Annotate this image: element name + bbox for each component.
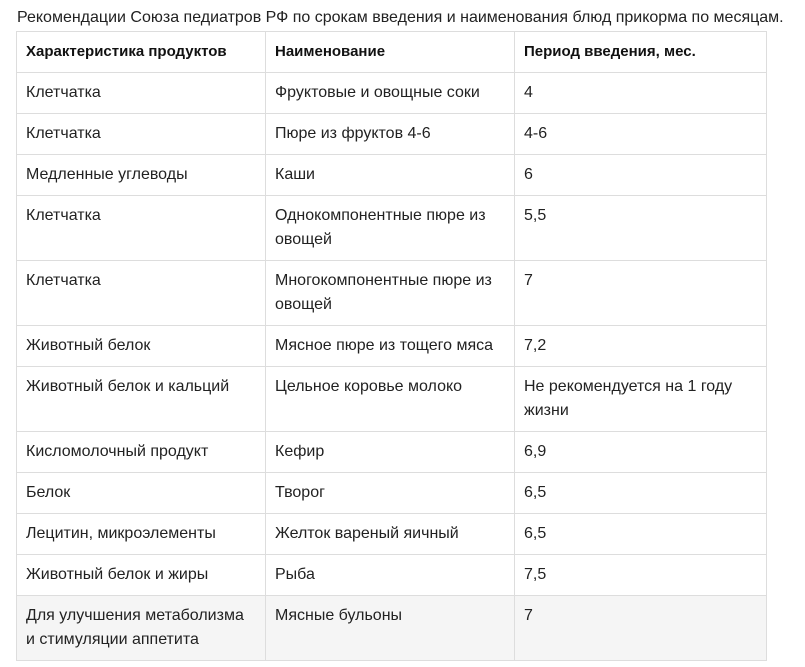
table-row — [17, 367, 767, 432]
cell-period: 7 — [515, 261, 767, 326]
table-row — [17, 196, 767, 261]
cell-name: Пюре из фруктов 4-6 — [266, 114, 515, 155]
cell-name: Рыба — [266, 555, 515, 596]
cell-period: 6 — [515, 155, 767, 196]
table-row — [17, 555, 767, 596]
cell-characteristic: Животный белок и жиры — [17, 555, 266, 596]
cell-period: 7 — [515, 596, 767, 661]
cell-period: 4 — [515, 73, 767, 114]
cell-period: 5,5 — [515, 196, 767, 261]
cell-period: 6,5 — [515, 514, 767, 555]
cell-characteristic: Животный белок — [17, 326, 266, 367]
cell-period: 7,2 — [515, 326, 767, 367]
cell-period: 7,5 — [515, 555, 767, 596]
cell-period: Не рекомендуется на 1 году жизни — [515, 367, 767, 432]
cell-characteristic: Клетчатка — [17, 73, 266, 114]
cell-characteristic: Кисломолочный продукт — [17, 432, 266, 473]
cell-characteristic: Клетчатка — [17, 114, 266, 155]
feeding-schedule-table — [16, 31, 767, 661]
cell-characteristic: Клетчатка — [17, 196, 266, 261]
cell-name: Фруктовые и овощные соки — [266, 73, 515, 114]
cell-name: Многокомпонентные пюре из овощей — [266, 261, 515, 326]
cell-name: Однокомпонентные пюре из овощей — [266, 196, 515, 261]
cell-characteristic: Клетчатка — [17, 261, 266, 326]
table-row — [17, 473, 767, 514]
column-header-characteristic: Характеристика продуктов — [17, 32, 266, 73]
table-row — [17, 596, 767, 661]
cell-name: Мясное пюре из тощего мяса — [266, 326, 515, 367]
column-header-name: Наименование — [266, 32, 515, 73]
table-row — [17, 514, 767, 555]
cell-name: Кефир — [266, 432, 515, 473]
table-row — [17, 326, 767, 367]
column-header-period: Период введения, мес. — [515, 32, 767, 73]
table-row — [17, 73, 767, 114]
cell-characteristic: Лецитин, микроэлементы — [17, 514, 266, 555]
cell-period: 6,9 — [515, 432, 767, 473]
table-header-row — [17, 32, 767, 73]
cell-characteristic: Животный белок и кальций — [17, 367, 266, 432]
table-row — [17, 114, 767, 155]
cell-name: Желток вареный яичный — [266, 514, 515, 555]
cell-name: Творог — [266, 473, 515, 514]
table-row — [17, 155, 767, 196]
cell-characteristic: Для улучшения метаболизма и стимуляции аппетита — [17, 596, 266, 661]
cell-name: Цельное коровье молоко — [266, 367, 515, 432]
cell-period: 4-6 — [515, 114, 767, 155]
cell-name: Мясные бульоны — [266, 596, 515, 661]
table-row — [17, 261, 767, 326]
cell-characteristic: Белок — [17, 473, 266, 514]
cell-period: 6,5 — [515, 473, 767, 514]
table-row — [17, 432, 767, 473]
cell-name: Каши — [266, 155, 515, 196]
cell-characteristic: Медленные углеводы — [17, 155, 266, 196]
table-caption: Рекомендации Союза педиатров РФ по срокам введения и наименования блюд прикорма по месяцам. — [17, 9, 784, 26]
